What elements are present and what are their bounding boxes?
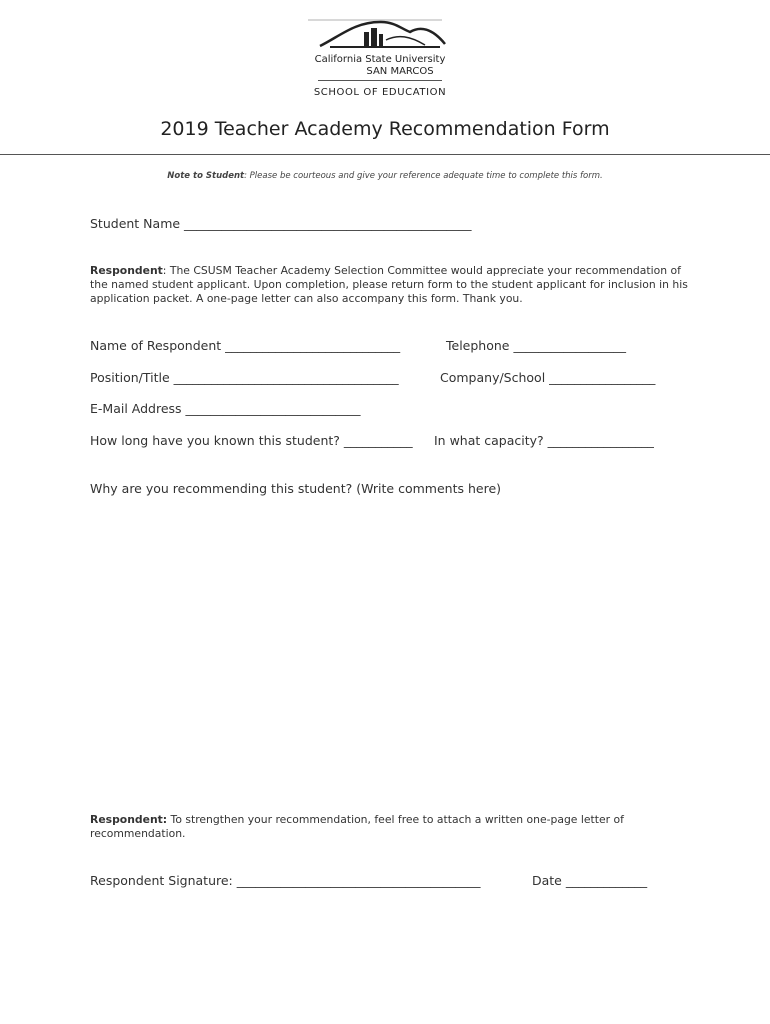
company-school-field[interactable]: Company/School _________________ <box>440 370 656 385</box>
logo-school-name: SCHOOL OF EDUCATION <box>313 87 447 98</box>
logo-rule <box>318 80 442 81</box>
closing-note <box>90 813 650 841</box>
form-title: 2019 Teacher Academy Recommendation Form <box>160 118 610 140</box>
known-duration-field[interactable]: How long have you known this student? ___________ <box>90 433 413 448</box>
respondent-name-field[interactable]: Name of Respondent ____________________________ <box>90 338 401 353</box>
comments-area[interactable] <box>90 505 690 795</box>
logo-campus-name: SAN MARCOS <box>366 66 434 77</box>
closing-text: To strengthen your recommendation, feel free to attach a written one-page letter of recommendation. <box>90 813 624 840</box>
position-title-field[interactable]: Position/Title ____________________________________ <box>90 370 399 385</box>
note-label: Note to Student <box>167 171 245 181</box>
note-to-student <box>0 171 770 181</box>
instructions-text: : The CSUSM Teacher Academy Selection Committee would appreciate your recommendation of the named student applicant. Upon completion, please return form to the student applicant for inclusion in his application packet. A one-page letter can also accompany this form. Thank you. <box>90 264 688 305</box>
mountain-logo-icon <box>300 14 460 54</box>
signature-field[interactable]: Respondent Signature: _______________________________________ <box>90 873 481 888</box>
date-field[interactable]: Date _____________ <box>532 873 648 888</box>
instructions-label: Respondent <box>90 264 163 277</box>
university-logo <box>300 14 460 102</box>
respondent-instructions <box>90 264 690 306</box>
why-recommend-prompt: Why are you recommending this student? (Write comments here) <box>90 481 502 496</box>
title-divider <box>0 154 770 155</box>
closing-label: Respondent: <box>90 813 168 826</box>
email-field[interactable]: E-Mail Address ____________________________ <box>90 401 361 416</box>
student-name-field[interactable]: Student Name ______________________________________________ <box>90 216 472 231</box>
note-text: : Please be courteous and give your reference adequate time to complete this form. <box>244 171 603 181</box>
capacity-field[interactable]: In what capacity? _________________ <box>434 433 654 448</box>
logo-university-name: California State University <box>314 54 446 65</box>
telephone-field[interactable]: Telephone __________________ <box>446 338 626 353</box>
